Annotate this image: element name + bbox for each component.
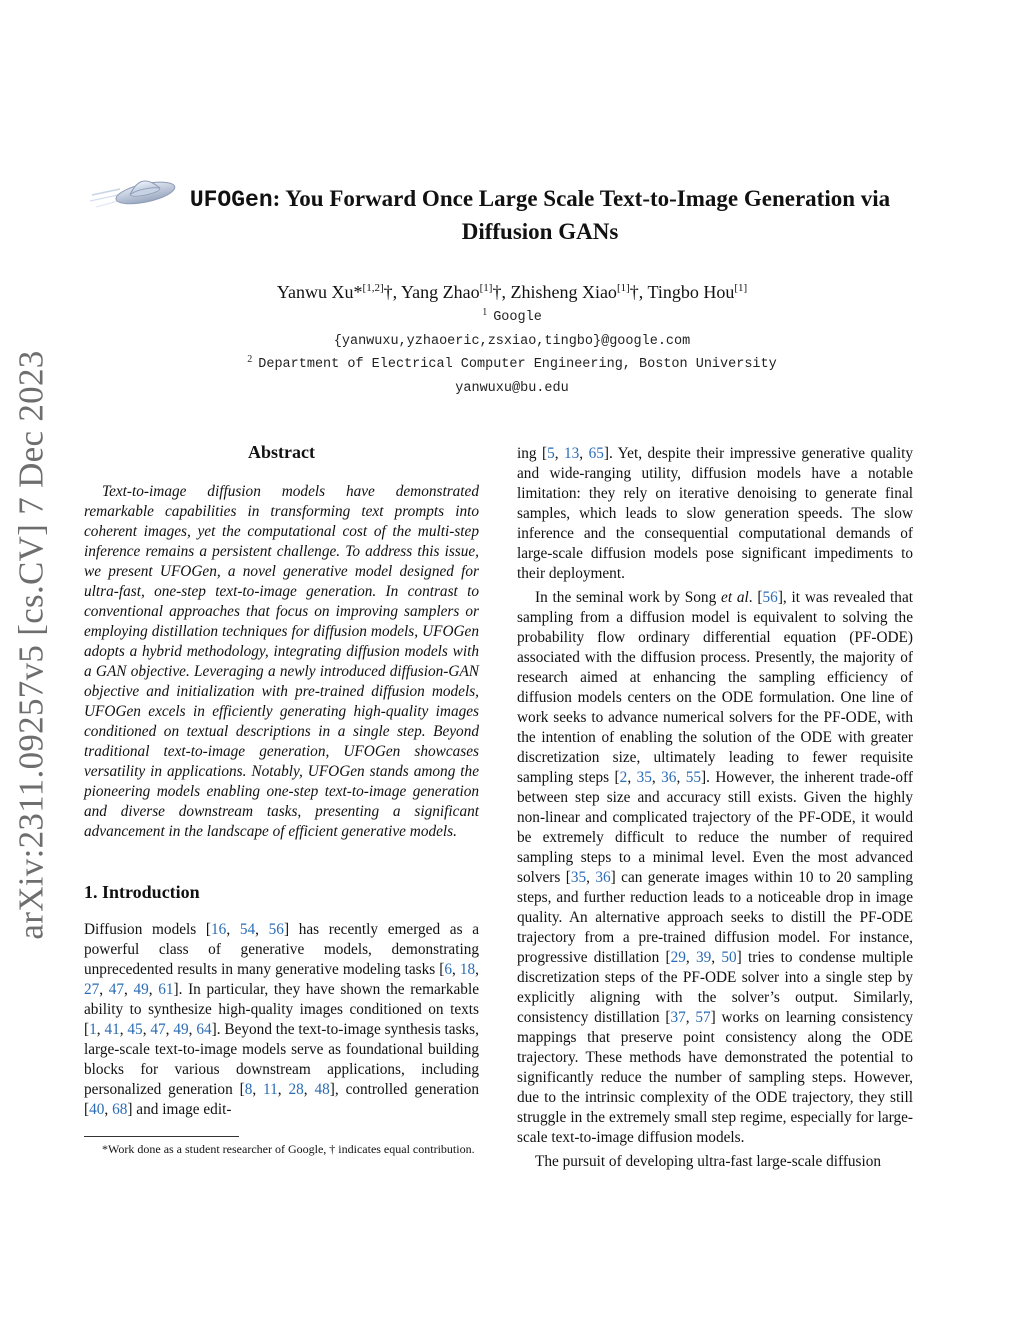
author-separator: †, [629, 282, 648, 302]
citation-link[interactable]: 54 [239, 921, 256, 938]
citation-link[interactable]: 57 [695, 1009, 711, 1026]
title-line-2: Diffusion GANs [461, 219, 619, 244]
right-column [517, 444, 913, 1172]
paper-title [160, 183, 920, 247]
citation-link[interactable]: 56 [762, 589, 778, 606]
arxiv-identifier-stamp [4, 350, 60, 940]
author-name: Yanwu Xu* [276, 282, 363, 302]
citation-link[interactable]: 47 [150, 1021, 166, 1038]
affiliation-bu [0, 353, 1024, 372]
affiliation-name: Department of Electrical Computer Engineering, Boston University [258, 357, 777, 372]
affiliation-mark: 2 [247, 353, 253, 365]
intro-paragraph-continued: ing [5, 13, 65]. Yet, despite their impressive generative quality and wide-ranging utility, diffusion models have a notable limitation: they rely on iterative denoising to generate final samples, which leads to slow generation speeds. The slow inference and the consequential computational demands of large-scale diffusion models pose significant impediments to their deployment. [517, 445, 913, 582]
author-name: Zhisheng Xiao [510, 282, 617, 302]
citation-link[interactable]: 49 [133, 981, 149, 998]
arxiv-identifier-text: arXiv:2311.09257v5 [cs.CV] 7 Dec 2023 [12, 350, 51, 940]
italic-text: et al [721, 589, 749, 606]
author-list [0, 282, 1024, 303]
left-column [84, 440, 479, 1157]
citation-link[interactable]: 56 [268, 921, 284, 938]
affiliation-name: Google [493, 310, 542, 325]
author-name: Tingbo Hou [647, 282, 735, 302]
citation-link[interactable]: 28 [288, 1081, 304, 1098]
abstract-heading: Abstract [248, 442, 315, 462]
citation-link[interactable]: 11 [263, 1081, 278, 1098]
author-affiliation-mark: [1] [734, 282, 748, 294]
affiliation-google [0, 306, 1024, 325]
citation-link[interactable]: 50 [721, 949, 737, 966]
author-affiliation-mark: [1,2] [362, 282, 384, 294]
citation-link[interactable]: 29 [670, 949, 686, 966]
citation-link[interactable]: 5 [547, 445, 555, 462]
citation-link[interactable]: 55 [685, 769, 701, 786]
intro-paragraph-2: In the seminal work by Song et al. [56], it was revealed that sampling from a diffusion model is equivalent to solving the probability flow ordinary differential equation (PF-ODE) associated with the diffusion process. Presently, the majority of research aimed at enhancing the sampling efficiency of diffusion models centers on the ODE formulation. One line of work seeks to advance numerical solvers for the PF-ODE, with the intention of enabling the solution of the ODE with greater discretization size, ultimately leading to fewer requisite sampling steps [2, 35, 36, 55]. However, the inherent trade-off between step size and accuracy still exists. Given the highly non-linear and complicated trajectory of the PF-ODE, it would be extremely difficult to reduce the number of required sampling steps to a minimal level. Even the most advanced solvers [35, 36] can generate images within 10 to 20 sampling steps, and further reduction leads to a noticeable drop in image quality. An alternative approach seeks to distill the PF-ODE trajectory from a pre-trained diffusion model. For instance, progressive distillation [29, 39, 50] tries to condense multiple discretization steps of the PF-ODE solver into a single step by explicitly aligning with the solver’s output. Similarly, consistency distillation [37, 57] works on learning consistency mappings that preserve point consistency along the ODE trajectory. These methods have demonstrated the potential to significantly reduce the number of sampling steps. However, due to the intrinsic complexity of the ODE trajectory, they still struggle in the extremely small step regime, especially for large-scale text-to-image diffusion models. [517, 589, 913, 1146]
citation-link[interactable]: 36 [661, 769, 677, 786]
title-line-1: : You Forward Once Large Scale Text-to-Image Generation via [272, 186, 891, 211]
citation-link[interactable]: 68 [112, 1101, 128, 1118]
citation-link[interactable]: 65 [588, 445, 604, 462]
citation-link[interactable]: 2 [619, 769, 628, 786]
citation-link[interactable]: 27 [84, 981, 100, 998]
citation-link[interactable]: 35 [570, 869, 587, 886]
footnote-divider [84, 1136, 239, 1137]
affiliation-mark: 1 [482, 306, 488, 318]
footnote: *Work done as a student researcher of Google, † indicates equal contribution. [102, 1142, 475, 1156]
citation-link[interactable]: 8 [244, 1081, 253, 1098]
citation-link[interactable]: 41 [104, 1021, 120, 1038]
abstract-text: Text-to-image diffusion models have demonstrated remarkable capabilities in transforming text prompts into coherent images, yet the computational cost of the multi-step inference remains a persistent challenge. To address this issue, we present UFOGen, a novel generative model designed for ultra-fast, one-step text-to-image generation. In contrast to conventional approaches that focus on improving samplers or employing distillation techniques for diffusion models, UFOGen adopts a hybrid methodology, integrating diffusion models with a GAN objective. Leveraging a newly introduced diffusion-GAN objective and initialization with pre-trained diffusion models, UFOGen excels in efficiently generating high-quality images conditioned on textual descriptions in a single step. Beyond traditional text-to-image generation, UFOGen showcases versatility in applications. Notably, UFOGen stands among the pioneering models enabling one-step text-to-image generation and diverse downstream tasks, presenting a significant advancement in the landscape of efficient generative models. [84, 483, 479, 840]
citation-link[interactable]: 6 [444, 961, 453, 978]
affiliation-email-bu: yanwuxu@bu.edu [455, 381, 569, 396]
affiliation-email-google: {yanwuxu,yzhaoeric,zsxiao,tingbo}@google.com [333, 334, 691, 349]
title-system-name: UFOGen [189, 187, 273, 213]
citation-link[interactable]: 36 [595, 869, 611, 886]
citation-link[interactable]: 64 [196, 1021, 212, 1038]
section-heading-introduction: 1. Introduction [84, 882, 200, 902]
citation-link[interactable]: 40 [89, 1101, 105, 1118]
author-separator: †, [492, 282, 511, 302]
citation-link[interactable]: 49 [173, 1021, 189, 1038]
citation-link[interactable]: 47 [108, 981, 125, 998]
intro-paragraph-1: Diffusion models [16, 54, 56] has recently emerged as a powerful class of generative models, demonstrating unprecedented results in many generative modeling tasks [6, 18, 27, 47, 49, 61]. In particular, they have shown the remarkable ability to synthesize high-quality images conditioned on texts [1, 41, 45, 47, 49, 64]. Beyond the text-to-image synthesis tasks, large-scale text-to-image models serve as foundational building blocks for various downstream applications, including personalized generation [8, 11, 28, 48], controlled generation [40, 68] and image edit- [84, 921, 480, 1118]
citation-link[interactable]: 18 [459, 961, 476, 978]
citation-link[interactable]: 13 [564, 445, 580, 462]
author-separator: †, [383, 282, 401, 302]
author-affiliation-mark: [1] [479, 282, 493, 294]
citation-link[interactable]: 1 [89, 1021, 97, 1038]
intro-paragraph-3: The pursuit of developing ultra-fast large-scale diffusion [535, 1153, 882, 1170]
citation-link[interactable]: 37 [670, 1009, 686, 1026]
citation-link[interactable]: 48 [314, 1081, 330, 1098]
citation-link[interactable]: 16 [211, 921, 227, 938]
citation-link[interactable]: 39 [695, 949, 712, 966]
author-affiliation-mark: [1] [616, 282, 630, 294]
author-name: Yang Zhao [400, 282, 480, 302]
citation-link[interactable]: 61 [158, 981, 174, 998]
citation-link[interactable]: 45 [127, 1021, 143, 1038]
citation-link[interactable]: 35 [636, 769, 652, 786]
